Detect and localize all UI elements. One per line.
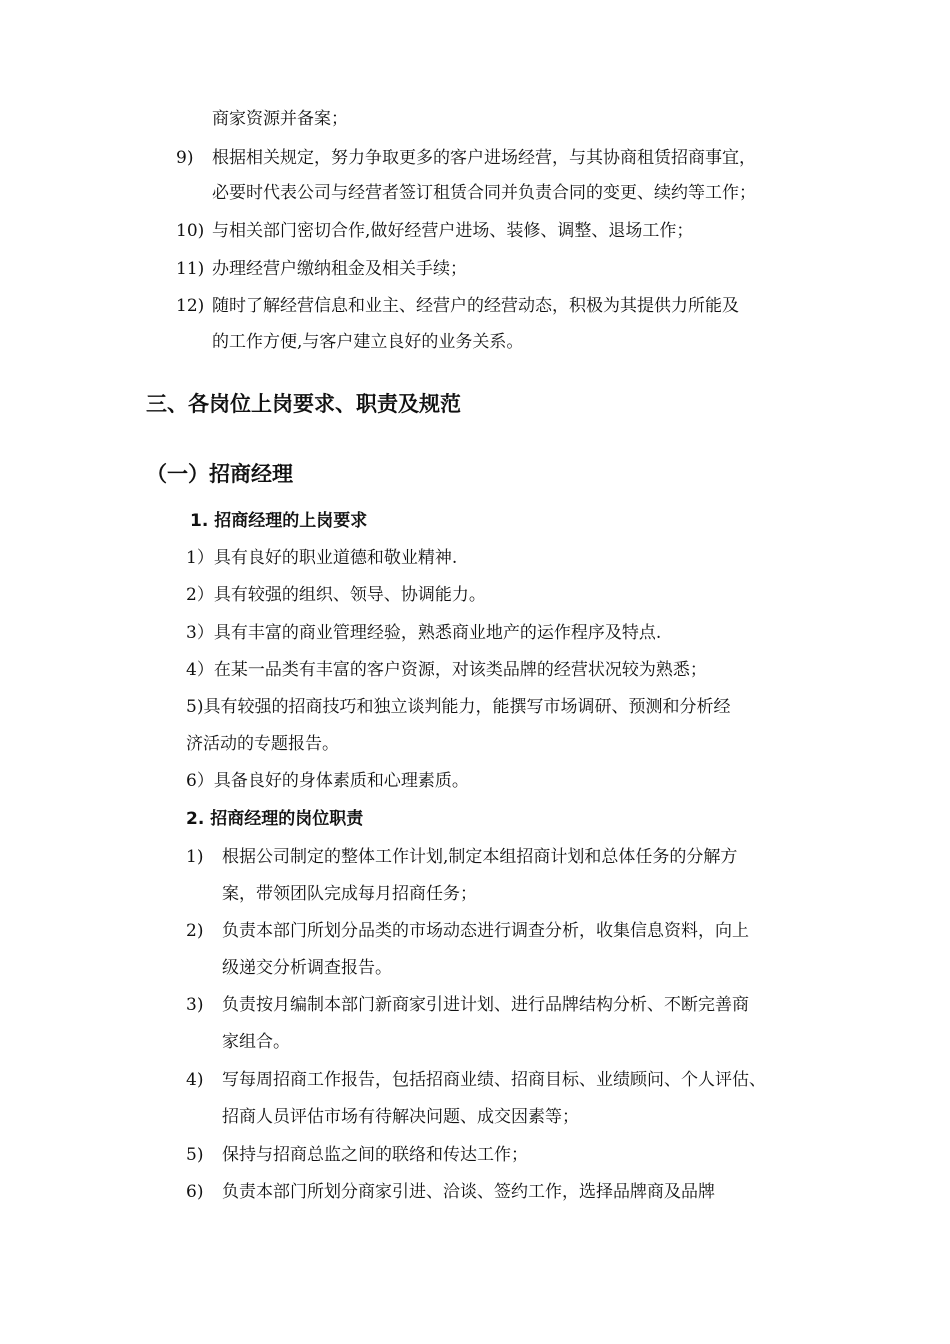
duty-item-text: 负责按月编制本部门新商家引进计划、进行品牌结构分析、不断完善商 [222, 995, 749, 1015]
duties-heading: 2. 招商经理的岗位职责 [186, 809, 364, 829]
requirement-item: 4）在某一品类有丰富的客户资源，对该类品牌的经营状况较为熟悉； [186, 660, 707, 680]
requirement-item: 1）具有良好的职业道德和敬业精神. [186, 548, 458, 568]
list-item-number: 9) [176, 148, 194, 168]
list-item-number: 12) [176, 296, 205, 316]
list-item-text: 必要时代表公司与经营者签订租赁合同并负责合同的变更、续约等工作； [212, 183, 756, 203]
duty-item-text: 负责本部门所划分商家引进、洽谈、签约工作，选择品牌商及品牌 [222, 1182, 715, 1202]
duty-item-number: 5) [186, 1145, 204, 1165]
list-item-text: 办理经营户缴纳租金及相关手续； [212, 259, 467, 279]
list-continuation: 商家资源并备案； [212, 109, 348, 129]
duty-item-text: 保持与招商总监之间的联络和传达工作； [222, 1145, 528, 1165]
requirements-heading: 1. 招商经理的上岗要求 [190, 511, 368, 531]
list-item-text: 随时了解经营信息和业主、经营户的经营动态，积极为其提供力所能及 [212, 296, 739, 316]
duty-item-text: 写每周招商工作报告，包括招商业绩、招商目标、业绩顾问、个人评估、 [222, 1070, 766, 1090]
list-item-text: 根据相关规定，努力争取更多的客户进场经营，与其协商租赁招商事宜， [212, 148, 756, 168]
list-item-number: 11) [176, 259, 205, 279]
list-item-text: 与相关部门密切合作,做好经营户进场、装修、调整、退场工作； [212, 221, 694, 241]
duty-item-number: 3) [186, 995, 204, 1015]
duty-item-number: 1) [186, 847, 204, 867]
duty-item-number: 2) [186, 921, 204, 941]
requirement-item: 济活动的专题报告。 [186, 734, 339, 754]
duty-item-text: 招商人员评估市场有待解决问题、成交因素等； [222, 1107, 579, 1127]
list-item-text: 的工作方便,与客户建立良好的业务关系。 [212, 332, 524, 352]
duty-item-text: 家组合。 [222, 1032, 290, 1052]
duty-item-text: 级递交分析调查报告。 [222, 958, 392, 978]
requirement-item: 5)具有较强的招商技巧和独立谈判能力，能撰写市场调研、预测和分析经 [186, 697, 731, 717]
duty-item-text: 案，带领团队完成每月招商任务； [222, 884, 477, 904]
duty-item-number: 6) [186, 1182, 204, 1202]
list-item-number: 10) [176, 221, 205, 241]
duty-item-text: 根据公司制定的整体工作计划,制定本组招商计划和总体任务的分解方 [222, 847, 738, 867]
requirement-item: 2）具有较强的组织、领导、协调能力。 [186, 585, 486, 605]
duty-item-number: 4) [186, 1070, 204, 1090]
requirement-item: 6）具备良好的身体素质和心理素质。 [186, 771, 469, 791]
requirement-item: 3）具有丰富的商业管理经验，熟悉商业地产的运作程序及特点. [186, 623, 662, 643]
subsection-heading: （一）招商经理 [146, 462, 293, 486]
section-heading: 三、各岗位上岗要求、职责及规范 [146, 392, 461, 416]
duty-item-text: 负责本部门所划分品类的市场动态进行调查分析，收集信息资料，向上 [222, 921, 749, 941]
